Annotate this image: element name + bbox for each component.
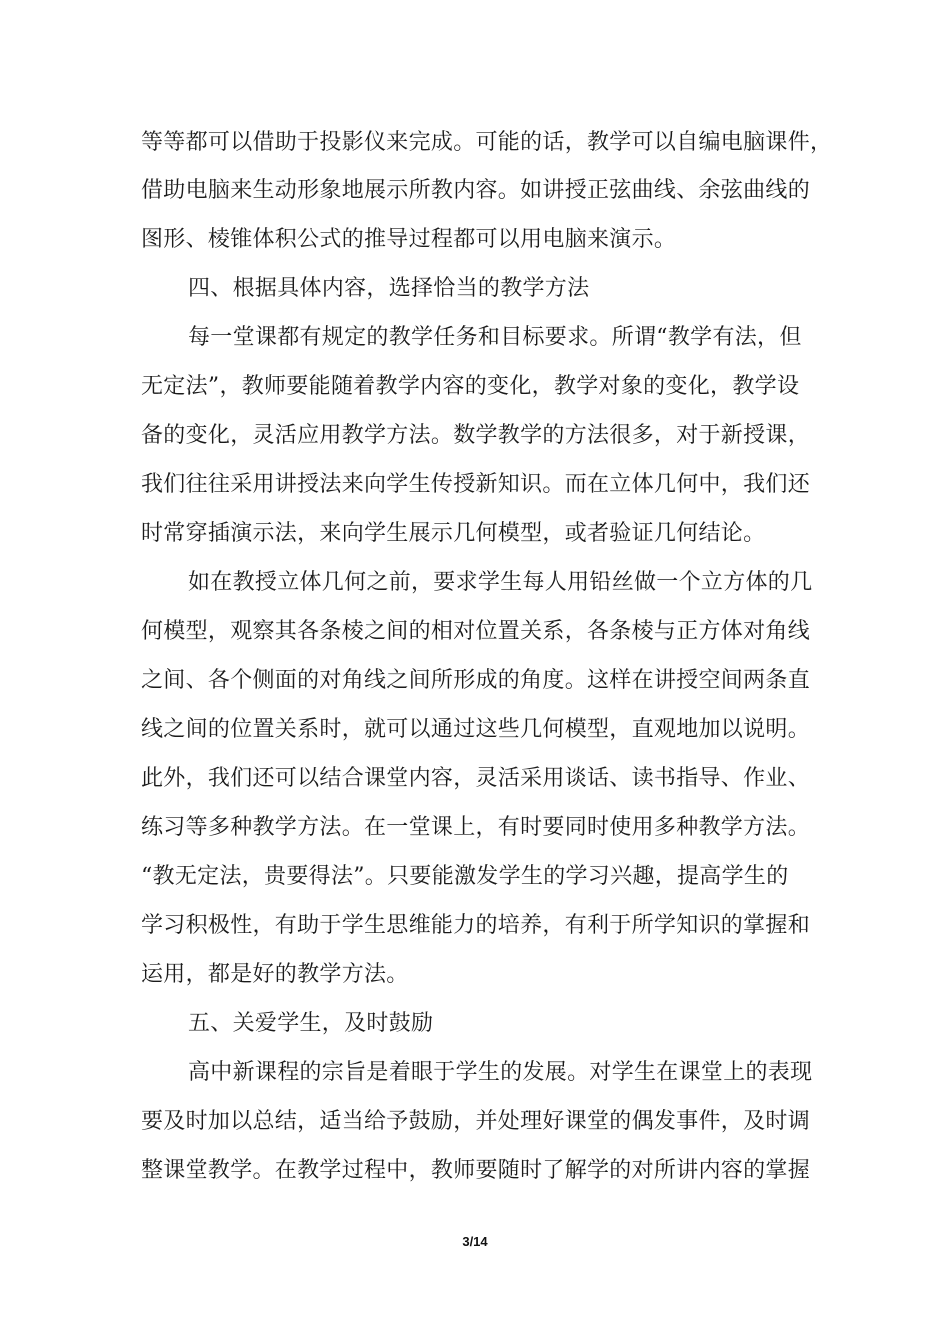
body-line: 学习积极性，有助于学生思维能力的培养，有利于所学知识的掌握和 xyxy=(141,913,811,938)
body-line: 备的变化，灵活应用教学方法。数学教学的方法很多，对于新授课， xyxy=(141,423,811,448)
page-number: 3/14 xyxy=(462,1234,488,1249)
body-line: 练习等多种教学方法。在一堂课上，有时要同时使用多种教学方法。 xyxy=(141,815,811,840)
body-line: 无定法”，教师要能随着教学内容的变化，教学对象的变化，教学设 xyxy=(141,374,800,399)
body-line: 我们往往采用讲授法来向学生传授新知识。而在立体几何中，我们还 xyxy=(141,472,811,497)
body-line: 此外，我们还可以结合课堂内容，灵活采用谈话、读书指导、作业、 xyxy=(141,766,811,791)
body-line: 之间、各个侧面的对角线之间所形成的角度。这样在讲授空间两条直 xyxy=(141,668,811,693)
body-line: 运用，都是好的教学方法。 xyxy=(141,962,409,987)
section-heading: 五、关爱学生，及时鼓励 xyxy=(188,1011,434,1036)
body-line: 每一堂课都有规定的教学任务和目标要求。所谓“教学有法，但 xyxy=(188,325,802,350)
body-line: 何模型，观察其各条棱之间的相对位置关系，各条棱与正方体对角线 xyxy=(141,619,811,644)
body-line: 时常穿插演示法，来向学生展示几何模型，或者验证几何结论。 xyxy=(141,521,766,546)
body-line: 如在教授立体几何之前，要求学生每人用铅丝做一个立方体的几 xyxy=(188,570,813,595)
body-line: 整课堂教学。在教学过程中，教师要随时了解学的对所讲内容的掌握 xyxy=(141,1158,811,1183)
body-line: “教无定法，贵要得法”。只要能激发学生的学习兴趣，提高学生的 xyxy=(141,864,789,889)
body-line: 高中新课程的宗旨是着眼于学生的发展。对学生在课堂上的表现 xyxy=(188,1060,813,1085)
section-heading: 四、根据具体内容，选择恰当的教学方法 xyxy=(188,276,590,301)
body-line: 要及时加以总结，适当给予鼓励，并处理好课堂的偶发事件，及时调 xyxy=(141,1109,811,1134)
body-line: 图形、棱锥体积公式的推导过程都可以用电脑来演示。 xyxy=(141,227,677,252)
body-line: 线之间的位置关系时，就可以通过这些几何模型，直观地加以说明。 xyxy=(141,717,811,742)
body-line: 等等都可以借助于投影仪来完成。可能的话，教学可以自编电脑课件， xyxy=(141,130,833,155)
body-line: 借助电脑来生动形象地展示所教内容。如讲授正弦曲线、余弦曲线的 xyxy=(141,178,811,203)
